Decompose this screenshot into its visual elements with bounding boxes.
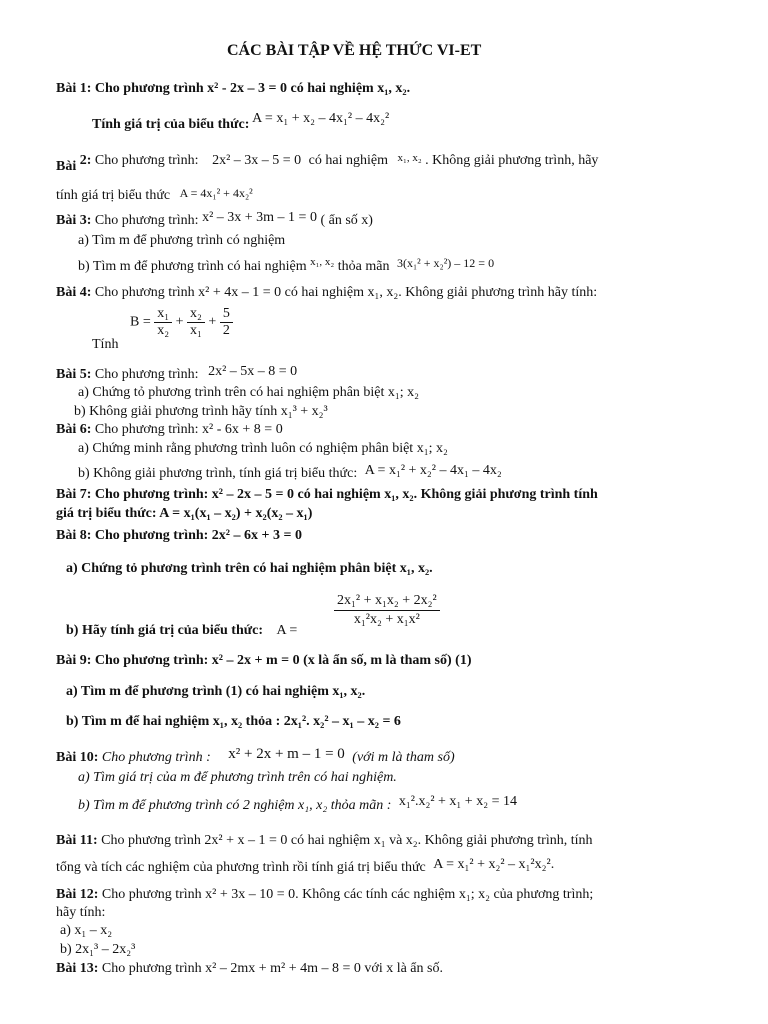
exercise-9-b: b) Tìm m để hai nghiệm x₁, x₂ thỏa : 2x₁². x₂² – x₁ – x₂ = 6 <box>66 714 401 729</box>
exercise-3-text2: ( ẩn số x) <box>320 213 373 228</box>
exercise-9-text: Cho phương trình: x² – 2x + m = 0 (x là ẩn số, m là tham số) (1) <box>94 653 472 668</box>
exercise-5-label: Bài 5: <box>56 367 92 382</box>
exercise-6-b <box>78 465 502 483</box>
exercise-7-line1: Cho phương trình: x² – 2x – 5 = 0 có hai nghiệm x₁, x₂. Không giải phương trình tính <box>94 487 598 502</box>
exercise-1-ask <box>92 111 390 134</box>
exercise-5-text: Cho phương trình: <box>94 367 199 382</box>
exercise-5-a: a) Chứng tỏ phương trình trên có hai nghiệm phân biệt x₁; x₂ <box>78 385 420 400</box>
exercise-11-label: Bài 11: <box>56 833 98 848</box>
exercise-2-label: Bài <box>56 159 77 174</box>
fraction-2-denominator: x₁ <box>190 323 202 338</box>
exercise-4-formula <box>130 306 233 339</box>
exercise-11 <box>56 832 593 850</box>
plus-sign: + <box>208 314 217 330</box>
exercise-3-b <box>78 257 494 276</box>
exercise-7-label: Bài 7: <box>56 487 92 502</box>
exercise-1 <box>56 80 410 98</box>
exercise-3-b-vars: x₁, x₂ <box>310 256 335 268</box>
exercise-12-line1: Cho phương trình x² + 3x – 10 = 0. Không các tính các nghiệm x₁; x₂ của phương trình; <box>101 887 594 902</box>
exercise-4 <box>56 284 597 302</box>
exercise-11-line2 <box>56 859 554 877</box>
exercise-12-b: b) 2x₁³ – 2x₂³ <box>60 942 136 957</box>
fraction-1-denominator: x₂ <box>157 323 170 338</box>
exercise-6-b-expression: A = x₁² + x₂² – 4x₁ – 4x₂ <box>364 463 502 478</box>
exercise-8-fraction <box>334 592 440 629</box>
exercise-8 <box>56 527 302 545</box>
exercise-10 <box>56 748 455 767</box>
exercise-4-fraction-2 <box>187 306 205 339</box>
exercise-1-ask-text: Tính giá trị của biểu thức: <box>92 117 250 132</box>
exercise-10-note: (với m là tham số) <box>352 750 455 765</box>
fraction-1-numerator: x₁ <box>154 306 172 323</box>
exercise-8-denominator: x₁²x₂ + x₁x² <box>353 612 420 627</box>
exercise-5-equation: 2x² – 5x – 8 = 0 <box>208 364 298 379</box>
exercise-4-fraction-3 <box>220 306 233 339</box>
exercise-12 <box>56 886 593 904</box>
exercise-6-b-text: b) Không giải phương trình, tính giá trị biểu thức: <box>78 466 358 481</box>
exercise-9-label: Bài 9: <box>56 653 92 668</box>
exercise-11-expression: A = x₁² + x₂² – x₁²x₂². <box>433 857 555 872</box>
exercise-2-equation: 2x² – 3x – 5 = 0 <box>212 153 302 168</box>
exercise-10-b <box>78 794 517 815</box>
plus-sign: + <box>175 314 184 330</box>
exercise-13-label: Bài 13: <box>56 961 99 976</box>
exercise-12-label: Bài 12: <box>56 887 99 902</box>
exercise-2 <box>56 152 599 176</box>
exercise-10-a: a) Tìm giá trị của m để phương trình trên có hai nghiệm. <box>78 770 397 785</box>
exercise-13-text: Cho phương trình x² – 2mx + m² + 4m – 8 = 0 với x là ẩn số. <box>101 961 443 976</box>
exercise-3-label: Bài 3: <box>56 213 92 228</box>
exercise-4-B: B = <box>130 314 151 330</box>
exercise-3-text1: Cho phương trình: <box>94 213 199 228</box>
exercise-8-fraction-body <box>334 592 440 629</box>
exercise-3-b-text1: b) Tìm m để phương trình có hai nghiệm <box>78 259 307 274</box>
exercise-1-text: Cho phương trình x² - 2x – 3 = 0 có hai nghiệm x₁, x₂. <box>94 81 411 96</box>
exercise-12-a: a) x₁ – x₂ <box>60 923 113 938</box>
exercise-8-text: Cho phương trình: 2x² – 6x + 3 = 0 <box>94 528 302 543</box>
exercise-6-text: Cho phương trình: x² - 6x + 8 = 0 <box>94 422 283 437</box>
exercise-6 <box>56 421 283 439</box>
exercise-12-line2: hãy tính: <box>56 905 106 920</box>
exercise-8-numerator: 2x₁² + x₁x₂ + 2x₂² <box>334 592 440 611</box>
exercise-2-vars: x₁, x₂ <box>397 152 422 164</box>
exercise-4-text: Cho phương trình x² + 4x – 1 = 0 có hai nghiệm x₁, x₂. Không giải phương trình hãy tính: <box>94 285 598 300</box>
exercise-3-equation: x² – 3x + 3m – 1 = 0 <box>202 210 317 225</box>
exercise-8-b <box>66 622 297 640</box>
exercise-8-A: A = <box>276 623 298 638</box>
exercise-8-b-text: b) Hãy tính giá trị của biểu thức: <box>66 623 264 638</box>
exercise-7-line2: giá trị biểu thức: A = x₁(x₁ – x₂) + x₂(x₂ – x₁) <box>56 506 313 521</box>
exercise-10-b-expression: x₁².x₂² + x₁ + x₂ = 14 <box>398 794 517 809</box>
exercise-1-expression: A = x₁ + x₂ – 4x₁² – 4x₂² <box>252 111 390 126</box>
exercise-9 <box>56 652 472 670</box>
fraction-3-denominator: 2 <box>222 323 230 338</box>
exercise-3-b-text2: thỏa mãn <box>337 259 390 274</box>
exercise-3-a: a) Tìm m để phương trình có nghiệm <box>78 233 286 248</box>
exercise-13 <box>56 960 443 978</box>
exercise-10-label: Bài 10: <box>56 750 99 765</box>
exercise-2-line2-text: tính giá trị biểu thức <box>56 188 171 203</box>
exercise-2-text3: . Không giải phương trình, hãy <box>425 153 599 168</box>
exercise-10-text: Cho phương trình : <box>101 750 211 765</box>
page-title: CÁC BÀI TẬP VỀ HỆ THỨC VI-ET <box>227 42 482 59</box>
exercise-11-line1: Cho phương trình 2x² + x – 1 = 0 có hai nghiệm x₁ và x₂. Không giải phương trình, tính <box>101 833 593 848</box>
exercise-2-line2 <box>56 186 253 205</box>
exercise-9-a: a) Tìm m để phương trình (1) có hai nghiệm x₁, x₂. <box>66 684 366 699</box>
exercise-5 <box>56 366 297 384</box>
exercise-2-expression: A = 4x₁² + 4x₂² <box>179 186 253 200</box>
exercise-4-label: Bài 4: <box>56 285 92 300</box>
exercise-4-fraction-1 <box>154 306 172 339</box>
exercise-8-label: Bài 8: <box>56 528 92 543</box>
exercise-10-equation: x² + 2x + m – 1 = 0 <box>228 746 345 762</box>
exercise-10-b-text: b) Tìm m để phương trình có 2 nghiệm x₁, x₂ thỏa mãn : <box>78 798 392 813</box>
exercise-3 <box>56 212 373 230</box>
exercise-8-a: a) Chứng tỏ phương trình trên có hai nghiệm phân biệt x₁, x₂. <box>66 561 433 576</box>
exercise-5-b: b) Không giải phương trình hãy tính x₁³ + x₂³ <box>74 404 328 419</box>
exercise-1-label: Bài 1: <box>56 81 92 96</box>
fraction-3-numerator: 5 <box>220 306 233 323</box>
exercise-6-label: Bài 6: <box>56 422 92 437</box>
exercise-3-b-expression: 3(x₁² + x₂²) – 12 = 0 <box>396 256 495 270</box>
exercise-4-tinh: Tính <box>92 337 119 352</box>
exercise-11-line2-text: tổng và tích các nghiệm của phương trình rồi tính giá trị biểu thức <box>56 860 426 875</box>
fraction-2-numerator: x₂ <box>187 306 205 323</box>
exercise-6-a: a) Chứng minh rằng phương trình luôn có nghiệm phân biệt x₁; x₂ <box>78 441 448 456</box>
exercise-7 <box>56 486 598 504</box>
exercise-2-text2: có hai nghiệm <box>308 153 388 168</box>
exercise-2-number: 2: <box>79 153 92 168</box>
exercise-2-text1: Cho phương trình: <box>94 153 199 168</box>
